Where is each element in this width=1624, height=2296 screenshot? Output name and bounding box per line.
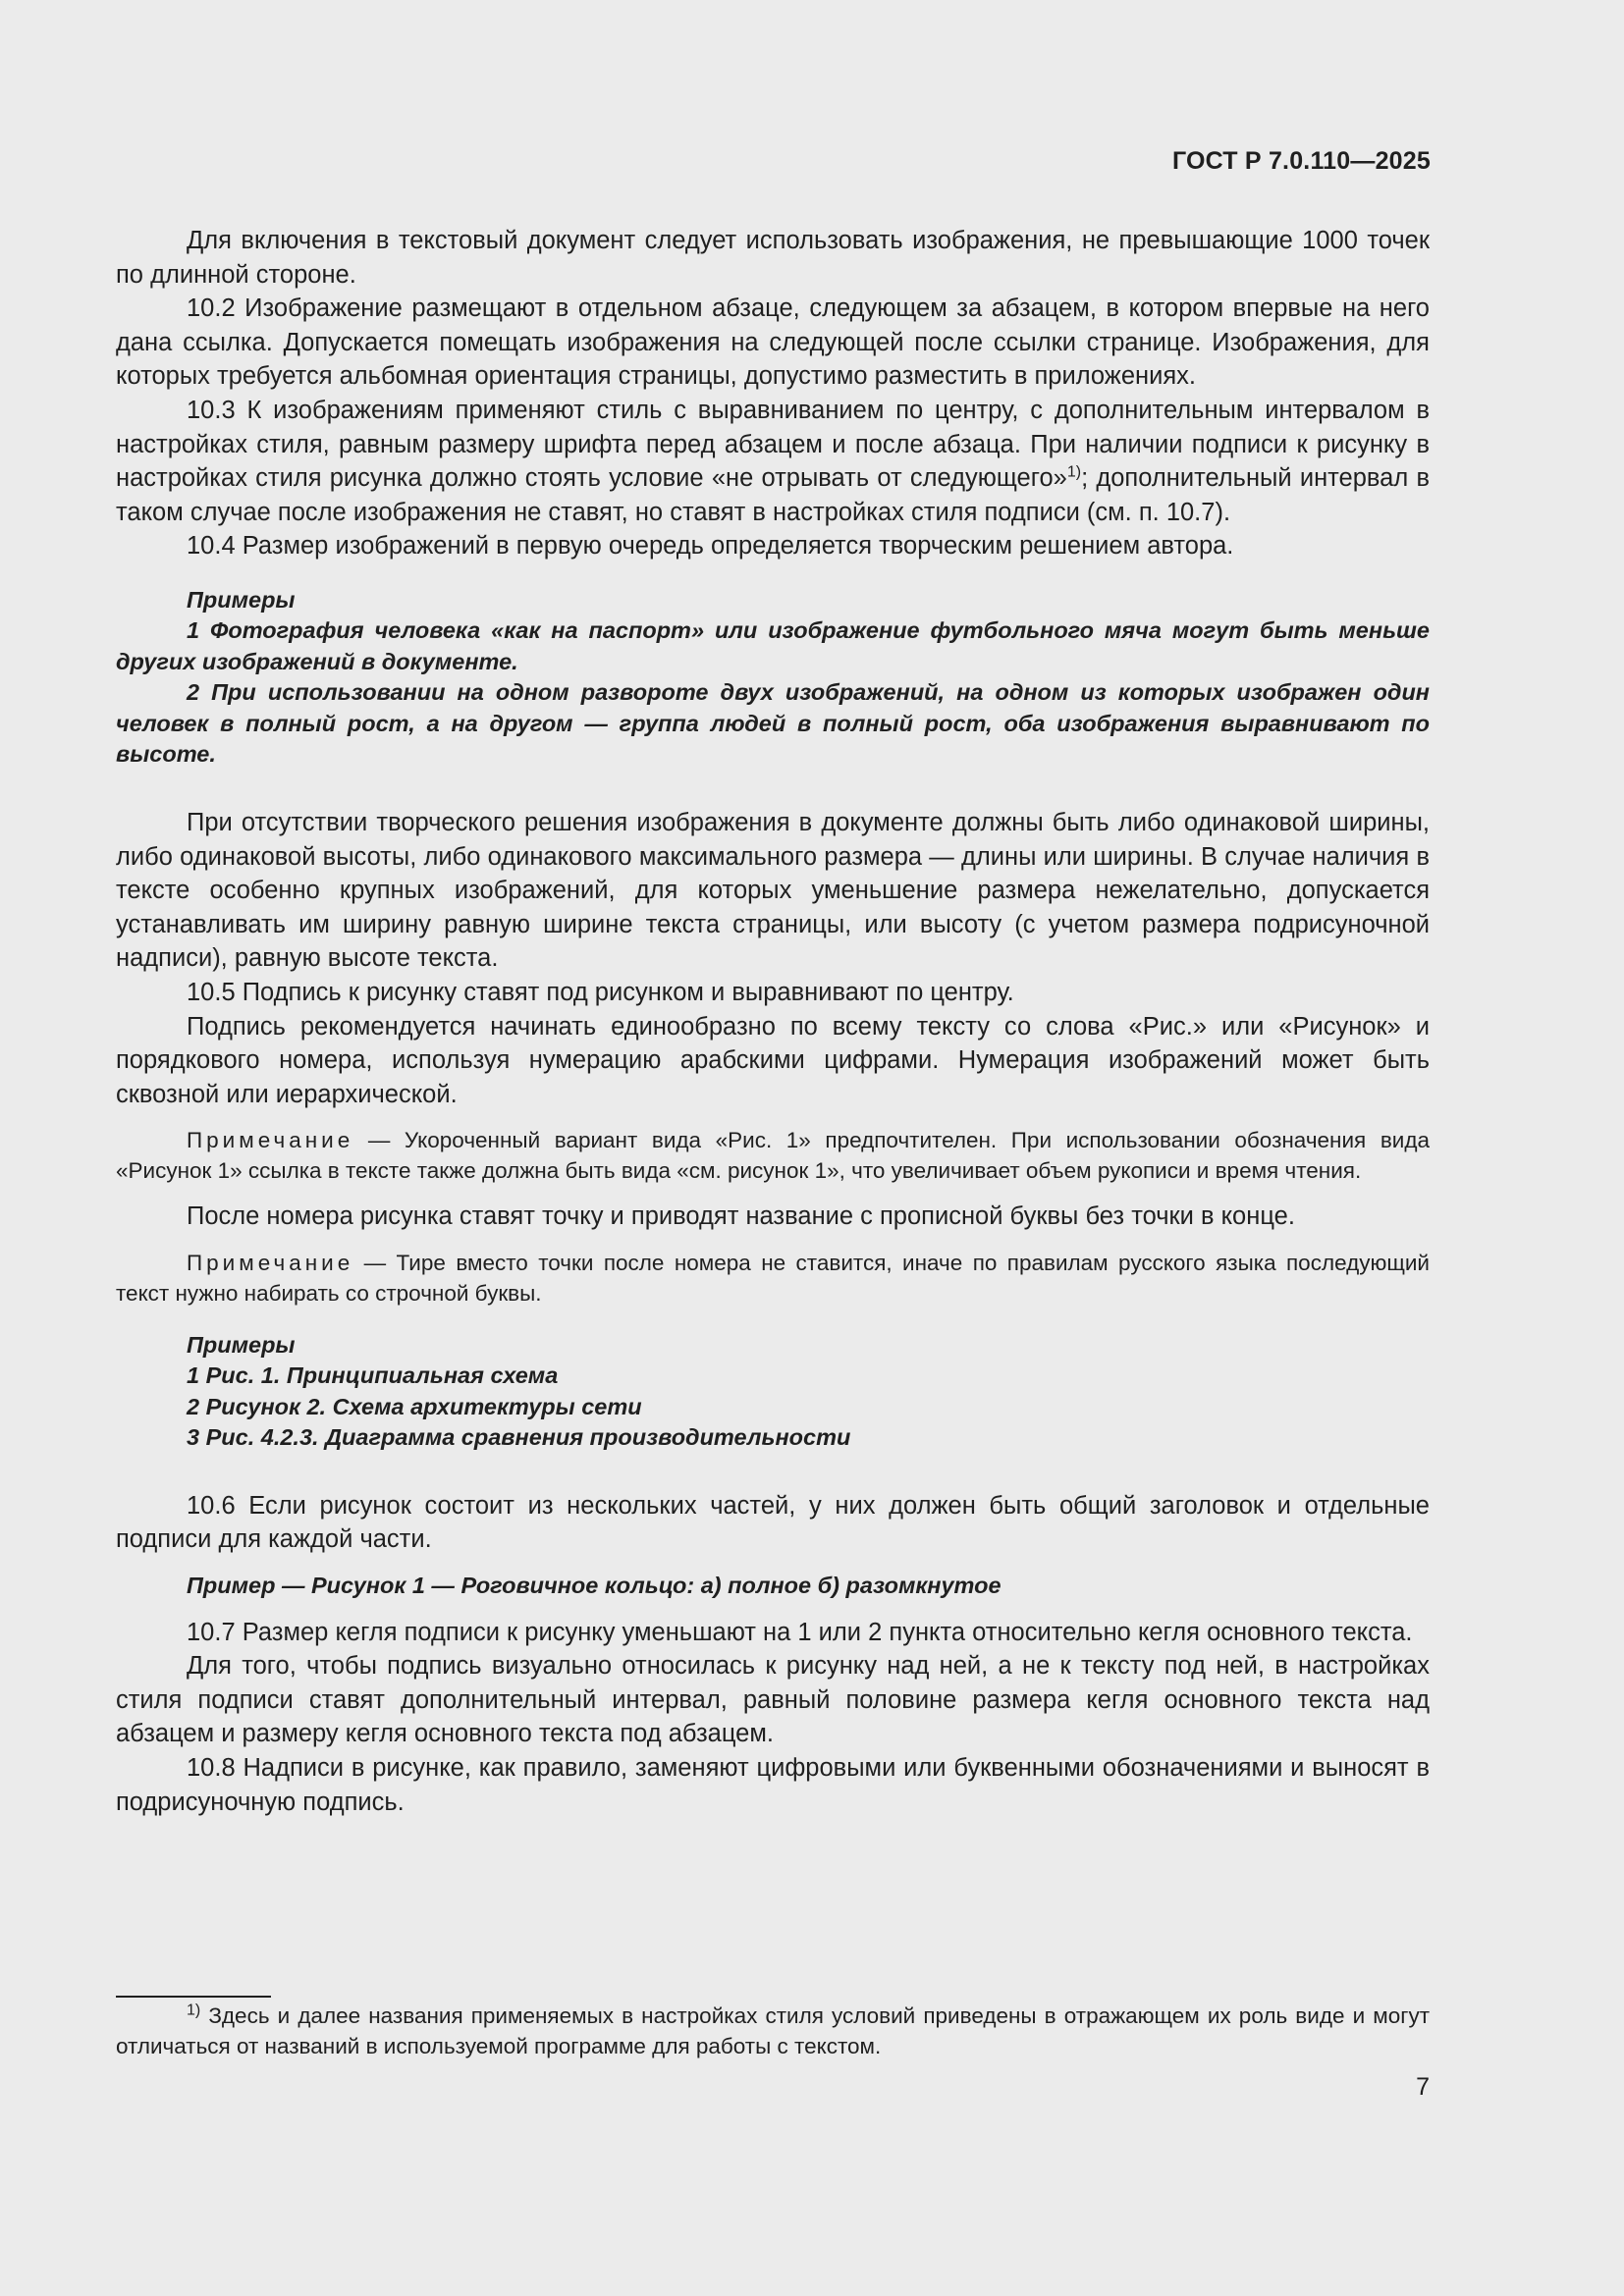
- paragraph-10-8: 10.8 Надписи в рисунке, как правило, заменяют цифровыми или буквенными обозначениями и выносят в подрисуночную подпись.: [116, 1753, 1430, 1816]
- example-item: 3 Рис. 4.2.3. Диаграмма сравнения производительности: [187, 1424, 851, 1451]
- footnote: [116, 2001, 1430, 2061]
- footnote-mark: 1): [187, 2002, 201, 2019]
- example-item: 1 Фотография человека «как на паспорт» или изображение футбольного мяча могут быть меньше других изображений в документе.: [116, 617, 1430, 674]
- paragraph-10-6: 10.6 Если рисунок состоит из нескольких частей, у них должен быть общий заголовок и отдельные подписи для каждой части.: [116, 1491, 1430, 1554]
- example-item: Пример — Рисунок 1 — Роговичное кольцо: а) полное б) разомкнутое: [187, 1573, 1001, 1599]
- document-body: [116, 224, 1430, 1819]
- paragraph-text: ; дополнительный интервал в таком случае после изображения не ставят, но ставят в настройках стиля подписи (см. п. 10.7).: [116, 464, 1430, 526]
- example-item: 2 Рисунок 2. Схема архитектуры сети: [187, 1393, 642, 1419]
- note-text: — Укороченный вариант вида «Рис. 1» предпочтителен. При использовании обозначения вида «Рисунок 1» ссылка в тексте также должна быть вида «см. рисунок 1», что увеличивает объем рукописи и время чтения.: [116, 1128, 1430, 1184]
- paragraph: После номера рисунка ставят точку и приводят название с прописной буквы без точки в конце.: [187, 1202, 1295, 1231]
- paragraph-10-5: 10.5 Подпись к рисунку ставят под рисунком и выравнивают по центру.: [187, 978, 1014, 1006]
- note: [116, 1248, 1430, 1308]
- page-number: 7: [1416, 2073, 1430, 2101]
- examples-title: Примеры: [187, 586, 296, 613]
- footnote-reference[interactable]: 1): [1066, 463, 1082, 481]
- paragraph: Для включения в текстовый документ следует использовать изображения, не превышающие 1000 точек по длинной стороне.: [116, 227, 1430, 289]
- note-label: Примечание: [187, 1250, 354, 1275]
- footnote-divider: [116, 1996, 271, 1998]
- paragraph: Подпись рекомендуется начинать единообразно по всему тексту со слова «Рис.» или «Рисунок» и порядкового номера, используя нумерацию арабскими цифрами. Нумерация изображений может быть сквозной или иерархической.: [116, 1012, 1430, 1108]
- example-item: 1 Рис. 1. Принципиальная схема: [187, 1362, 559, 1389]
- example-item: 2 При использовании на одном развороте двух изображений, на одном из которых изображен один человек в полный рост, а на другом — группа людей в полный рост, оба изображения выравнивают по высоте.: [116, 679, 1430, 768]
- note-label: Примечание: [187, 1128, 354, 1153]
- examples-title: Примеры: [187, 1331, 296, 1358]
- note: [116, 1125, 1430, 1186]
- note-text: — Тире вместо точки после номера не ставится, иначе по правилам русского языка последующий текст нужно набирать со строчной буквы.: [116, 1250, 1430, 1306]
- paragraph-10-4: 10.4 Размер изображений в первую очередь определяется творческим решением автора.: [187, 532, 1234, 561]
- paragraph: При отсутствии творческого решения изображения в документе должны быть либо одинаковой ширины, либо одинаковой высоты, либо одинакового максимального размера — длины или ширины. В случае наличия в тексте особенно крупных изображений, для которых уменьшение размера нежелательно, допускается устанавливать им ширину равную ширине текста страницы, или высоту (с учетом размера подрисуночной надписи), равную высоте текста.: [116, 808, 1430, 973]
- paragraph-text: 10.3 К изображениям применяют стиль с выравниванием по центру, с дополнительным интервалом в настройках стиля, равным размеру шрифта перед абзацем и после абзаца. При наличии подписи к рисунку в настройках стиля рисунка должно стоять условие «не отрывать от следующего»: [116, 396, 1430, 493]
- footnote-text: Здесь и далее названия применяемых в настройках стиля условий приведены в отражающем их роль виде и могут отличаться от названий в используемой программе для работы с текстом.: [116, 2003, 1430, 2058]
- paragraph-10-7: 10.7 Размер кегля подписи к рисунку уменьшают на 1 или 2 пункта относительно кегля основного текста.: [187, 1618, 1413, 1646]
- document-header: ГОСТ Р 7.0.110—2025: [1171, 147, 1431, 175]
- paragraph-10-2: 10.2 Изображение размещают в отдельном абзаце, следующем за абзацем, в котором впервые на него дана ссылка. Допускается помещать изображения на следующей после ссылки странице. Изображения, для которых требуется альбомная ориентация страницы, допустимо разместить в приложениях.: [116, 294, 1430, 391]
- paragraph: Для того, чтобы подпись визуально относилась к рисунку над ней, а не к тексту под ней, в настройках стиля подписи ставят дополнительный интервал, равный половине размера кегля основного текста над абзацем и размеру кегля основного текста под абзацем.: [116, 1652, 1430, 1748]
- paragraph-10-3: [116, 394, 1430, 529]
